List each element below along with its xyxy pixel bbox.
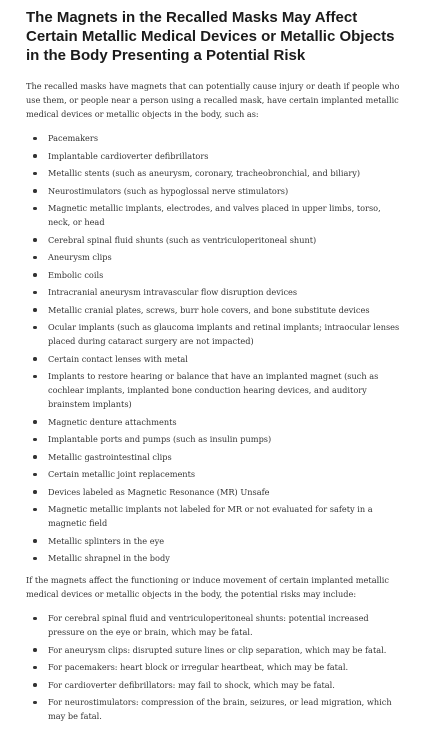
device-list-item-text: Devices labeled as Magnetic Resonance (MR) Unsafe <box>48 486 270 497</box>
device-list-item-text: Neurostimulators (such as hypoglossal nerve stimulators) <box>48 185 289 196</box>
risk-list-item <box>26 660 403 674</box>
bullet-icon <box>33 683 37 687</box>
bullet-icon <box>33 701 37 705</box>
device-list-item-text: Implantable ports and pumps (such as insulin pumps) <box>48 434 272 444</box>
bullet-icon <box>33 189 37 193</box>
device-list-item-text: Embolic coils <box>48 269 104 280</box>
bullet-icon <box>33 508 37 512</box>
device-list-item <box>26 250 403 264</box>
device-list-item-text: Metallic shrapnel in the body <box>48 553 170 563</box>
device-list-item <box>26 352 403 366</box>
device-list-item-text: Certain contact lenses with metal <box>48 353 188 364</box>
bullet-icon <box>33 256 37 260</box>
device-list-item-text: Pacemakers <box>48 133 99 143</box>
intro-paragraph: The recalled masks have magnets that can potentially cause injury or death if people who use them, or people near a person using a recalled mask, have certain implanted metallic medical devices or metallic objects in the body, such as: <box>26 81 400 119</box>
risk-list-item-text: For cardioverter defibrillators: may fail to shock, which may be fatal. <box>48 679 335 690</box>
device-list-item <box>26 303 403 317</box>
device-list-item-text: Magnetic metallic implants not labeled for MR or not evaluated for safety in a magnetic field <box>48 504 373 528</box>
bullet-icon <box>33 308 37 312</box>
device-list-item-text: Metallic stents (such as aneurysm, coronary, tracheobronchial, and biliary) <box>48 168 361 178</box>
device-list-item <box>26 502 403 530</box>
bullet-icon <box>33 154 37 158</box>
device-list-item <box>26 534 403 548</box>
device-list-item <box>26 201 403 229</box>
risk-list-item <box>26 611 403 639</box>
bullet-icon <box>33 539 37 543</box>
bullet-icon <box>33 238 37 242</box>
bullet-icon <box>33 490 37 494</box>
device-list-item <box>26 184 403 198</box>
risk-list-item <box>26 678 403 692</box>
device-list-item-text: Cerebral spinal fluid shunts (such as ventriculoperitoneal shunt) <box>48 234 317 245</box>
device-list-item-text: Magnetic metallic implants, electrodes, and valves placed in upper limbs, torso, neck, or head <box>48 203 381 227</box>
risk-list <box>26 611 403 723</box>
device-list-item-text: Aneurysm clips <box>48 252 112 262</box>
bullet-icon <box>33 291 37 295</box>
risk-list-item-text: For aneurysm clips: disrupted suture lines or clip separation, which may be fatal. <box>48 644 387 655</box>
bullet-icon <box>33 357 37 361</box>
device-list-item <box>26 320 403 348</box>
device-list-item <box>26 268 403 282</box>
risk-list-item-text: For neurostimulators: compression of the brain, seizures, or lead migration, which may be fatal. <box>48 697 392 721</box>
risk-list-item <box>26 643 403 657</box>
device-list-item-text: Implantable cardioverter defibrillators <box>48 150 209 161</box>
bullet-icon <box>33 617 37 621</box>
bullet-icon <box>33 666 37 670</box>
risk-list-item-text: For cerebral spinal fluid and ventriculoperitoneal shunts: potential increased pressure on the eye or brain, which may be fatal. <box>48 613 369 637</box>
device-list-item <box>26 432 403 446</box>
bullet-icon <box>33 455 37 459</box>
device-list-item-text: Intracranial aneurysm intravascular flow disruption devices <box>48 287 298 297</box>
bullet-icon <box>33 207 37 211</box>
bullet-icon <box>33 375 37 379</box>
device-list-item <box>26 551 403 565</box>
device-list-item-text: Certain metallic joint replacements <box>48 469 196 479</box>
bullet-icon <box>33 648 37 652</box>
device-list-item <box>26 369 403 411</box>
bullet-icon <box>33 273 37 277</box>
device-list-item <box>26 131 403 145</box>
bullet-icon <box>33 438 37 442</box>
bullet-icon <box>33 137 37 141</box>
device-list-item <box>26 149 403 163</box>
device-list-item <box>26 166 403 180</box>
bullet-icon <box>33 473 37 477</box>
bullet-icon <box>33 326 37 330</box>
bullet-icon <box>33 172 37 176</box>
risk-list-item-text: For pacemakers: heart block or irregular heartbeat, which may be fatal. <box>48 662 349 672</box>
device-list-item <box>26 467 403 481</box>
device-list-item <box>26 415 403 429</box>
device-list-item <box>26 450 403 464</box>
device-list-item <box>26 485 403 499</box>
device-list-item-text: Metallic cranial plates, screws, burr hole covers, and bone substitute devices <box>48 304 370 315</box>
device-list-item-text: Ocular implants (such as glaucoma implants and retinal implants; intraocular lenses placed during cataract surgery are not impacted) <box>48 322 400 346</box>
device-list-item-text: Magnetic denture attachments <box>48 416 177 427</box>
bullet-icon <box>33 557 37 561</box>
risk-list-item <box>26 695 403 723</box>
device-list-item <box>26 285 403 299</box>
device-list-item-text: Metallic splinters in the eye <box>48 535 165 546</box>
bullet-icon <box>33 420 37 424</box>
device-list <box>26 131 403 565</box>
risks-intro-paragraph: If the magnets affect the functioning or induce movement of certain implanted metallic medical devices or metallic objects in the body, the potential risks may include: <box>26 575 390 599</box>
device-list-item-text: Metallic gastrointestinal clips <box>48 451 172 462</box>
device-list-item <box>26 233 403 247</box>
device-list-item-text: Implants to restore hearing or balance that have an implanted magnet (such as cochlear implants, implanted bone conduction hearing devices, and auditory brainstem implants) <box>48 371 379 409</box>
page-title: The Magnets in the Recalled Masks May Affect Certain Metallic Medical Devices or Metallic Objects in the Body Presenting a Potential Risk <box>26 9 395 64</box>
